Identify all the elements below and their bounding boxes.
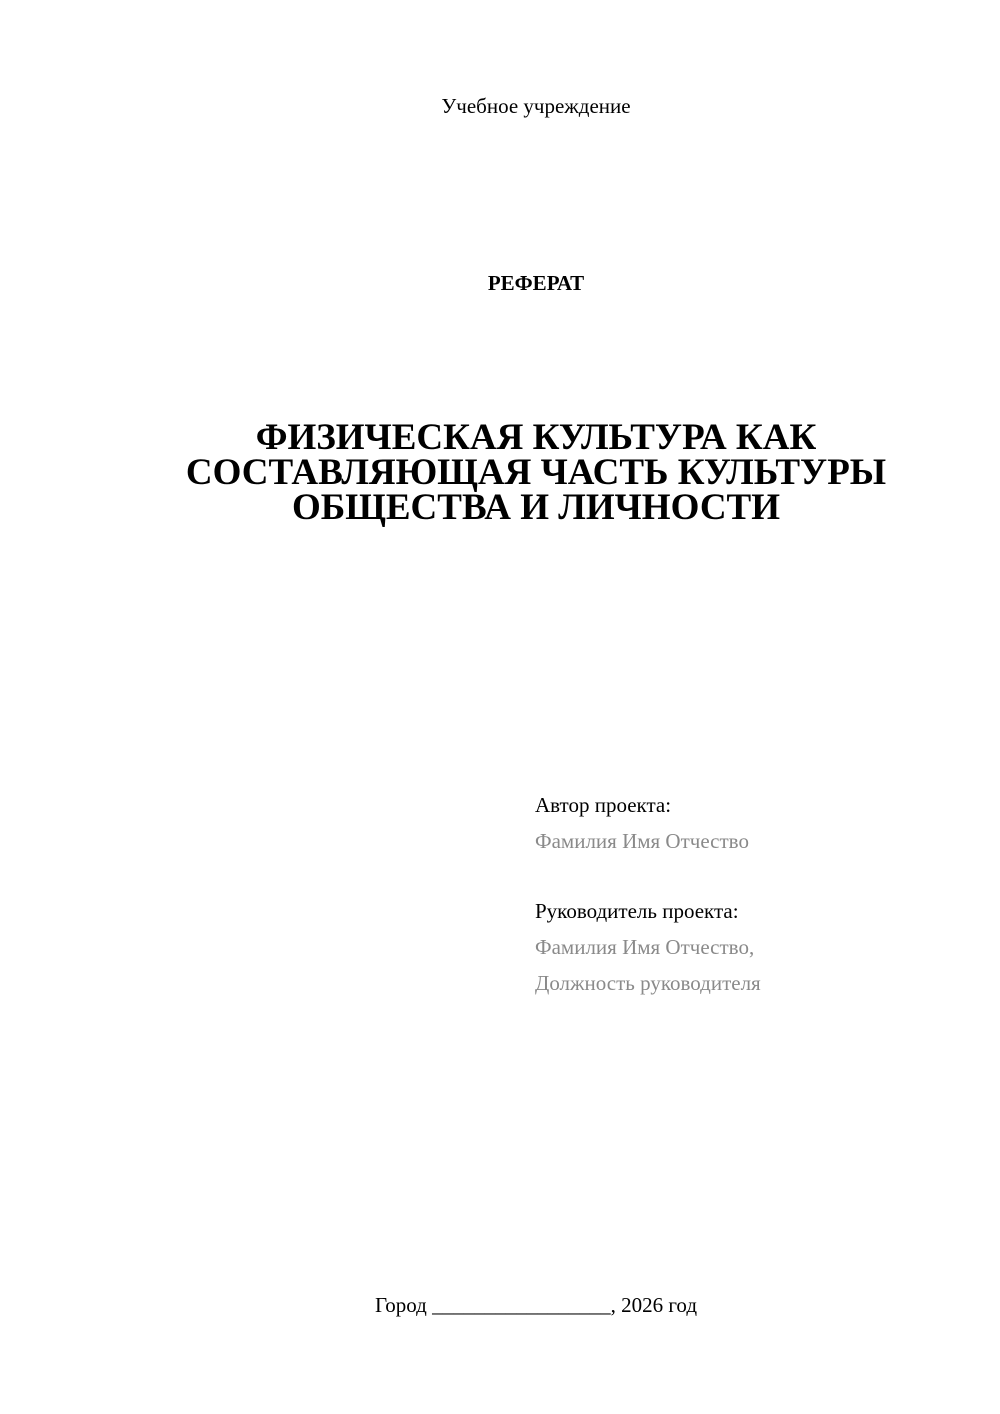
supervisor-position: Должность руководителя xyxy=(535,971,761,995)
title-line-2: СОСТАВЛЯЮЩАЯ ЧАСТЬ КУЛЬТУРЫ xyxy=(185,452,887,493)
author-name: Фамилия Имя Отчество xyxy=(535,829,749,853)
supervisor-name: Фамилия Имя Отчество, xyxy=(535,935,755,959)
supervisor-label: Руководитель проекта: xyxy=(535,899,739,923)
supervisor-block xyxy=(535,893,975,1001)
author-block xyxy=(535,787,975,859)
title-line-3: ОБЩЕСТВА И ЛИЧНОСТИ xyxy=(292,487,780,528)
title-line-1: ФИЗИЧЕСКАЯ КУЛЬТУРА КАК xyxy=(255,417,817,458)
author-label: Автор проекта: xyxy=(535,793,672,817)
document-type: РЕФЕРАТ xyxy=(487,271,585,295)
institution-name: Учебное учреждение xyxy=(441,94,631,118)
document-title xyxy=(0,417,1000,528)
city-date-line: Город _________________, 2026 год xyxy=(374,1293,698,1317)
